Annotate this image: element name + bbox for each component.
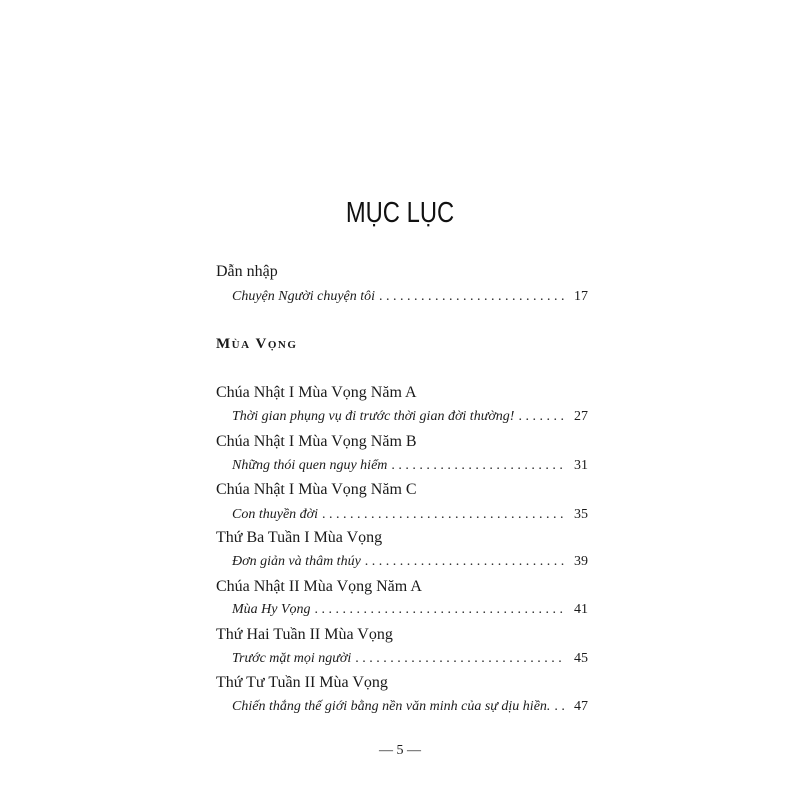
toc-heading: Chúa Nhật I Mùa Vọng Năm A bbox=[216, 384, 417, 401]
dot-leader bbox=[311, 602, 566, 618]
page-number: 39 bbox=[574, 554, 588, 569]
toc-entry bbox=[232, 602, 588, 618]
page-number: 27 bbox=[574, 409, 588, 424]
page-number: 31 bbox=[574, 458, 588, 473]
page-number: 45 bbox=[574, 651, 588, 666]
toc-subtitle: Chuyện Người chuyện tôi bbox=[232, 289, 376, 304]
toc-heading: Chúa Nhật I Mùa Vọng Năm B bbox=[216, 433, 417, 450]
toc-heading: Thứ Hai Tuần II Mùa Vọng bbox=[216, 626, 393, 643]
page-number: 35 bbox=[574, 507, 588, 522]
section-title: Mùa Vọng bbox=[216, 336, 298, 352]
dot-leader bbox=[375, 289, 566, 305]
dot-leader bbox=[351, 651, 566, 667]
toc-subtitle: Chiến thắng thế giới bằng nền văn minh của sự dịu hiền. bbox=[232, 699, 551, 714]
page-number: 47 bbox=[574, 699, 588, 714]
toc-entry bbox=[232, 651, 588, 667]
dot-leader bbox=[361, 554, 566, 570]
page-number: 41 bbox=[574, 602, 588, 617]
toc-heading: Thứ Tư Tuần II Mùa Vọng bbox=[216, 674, 388, 691]
toc-subtitle: Thời gian phụng vụ đi trước thời gian đời thường! bbox=[232, 409, 515, 424]
dot-leader bbox=[550, 699, 566, 715]
page-number: 17 bbox=[574, 289, 588, 304]
toc-subtitle: Những thói quen nguy hiểm bbox=[232, 458, 388, 473]
toc-subtitle: Trước mặt mọi người bbox=[232, 651, 352, 666]
dot-leader bbox=[514, 409, 566, 425]
toc-heading: Chúa Nhật I Mùa Vọng Năm C bbox=[216, 481, 417, 498]
toc-entry-intro bbox=[232, 289, 588, 305]
toc-subtitle: Đơn giản và thâm thúy bbox=[232, 554, 361, 569]
toc-heading-intro: Dẫn nhập bbox=[216, 263, 278, 280]
toc-heading: Chúa Nhật II Mùa Vọng Năm A bbox=[216, 578, 422, 595]
page-footer-number: — 5 — bbox=[379, 743, 421, 758]
toc-entry bbox=[232, 554, 588, 570]
toc-subtitle: Con thuyền đời bbox=[232, 507, 319, 522]
toc-entry bbox=[232, 409, 588, 425]
dot-leader bbox=[387, 458, 566, 474]
toc-subtitle: Mùa Hy Vọng bbox=[232, 602, 311, 617]
dot-leader bbox=[318, 507, 566, 523]
toc-entry bbox=[232, 507, 588, 523]
toc-heading: Thứ Ba Tuần I Mùa Vọng bbox=[216, 529, 383, 546]
toc-entry bbox=[232, 699, 588, 715]
toc-entry bbox=[232, 458, 588, 474]
page-title: MỤC LỤC bbox=[345, 197, 455, 229]
